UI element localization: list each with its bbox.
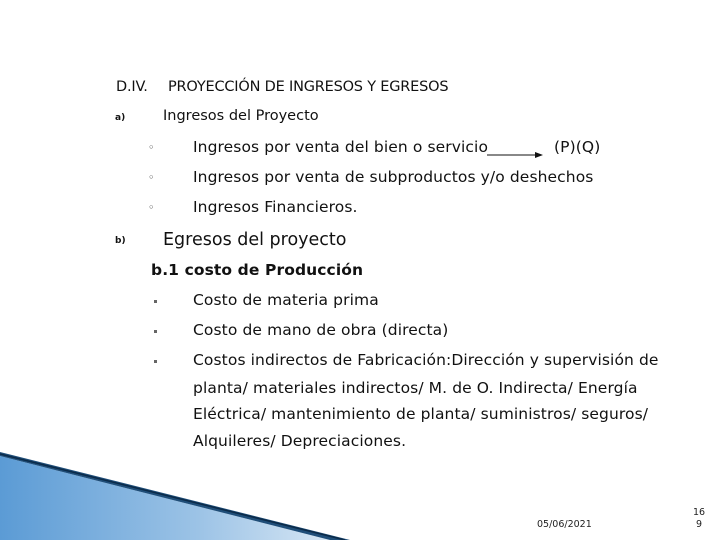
bullet-circle-1: ◦ xyxy=(148,141,155,154)
decorative-wedge xyxy=(0,450,720,540)
formula-pq: (P)(Q) xyxy=(554,138,601,156)
footer-date: 05/06/2021 xyxy=(537,519,592,530)
footer-page-number-bottom: 9 xyxy=(695,519,703,530)
income-item-1: Ingresos por venta del bien o servicio xyxy=(193,138,489,156)
slide-heading-title: PROYECCIÓN DE INGRESOS Y EGRESOS xyxy=(168,79,449,95)
section-a-title: Ingresos del Proyecto xyxy=(163,108,319,124)
cost-item-1: Costo de materia prima xyxy=(193,291,379,309)
subsection-b1-title: b.1 costo de Producción xyxy=(151,261,364,279)
cost-item-3-line-4: Alquileres/ Depreciaciones. xyxy=(193,432,407,450)
section-b-marker: b) xyxy=(115,236,126,246)
section-a-marker: a) xyxy=(115,113,126,123)
income-item-3: Ingresos Financieros. xyxy=(193,198,358,216)
footer-page-number-top: 16 xyxy=(692,507,706,518)
bullet-circle-2: ◦ xyxy=(148,171,155,184)
income-item-2: Ingresos por venta de subproductos y/o deshechos xyxy=(193,168,594,186)
slide-heading-number: D.IV. xyxy=(116,79,148,95)
bullet-circle-3: ◦ xyxy=(148,201,155,214)
bullet-square-2 xyxy=(154,330,157,333)
bullet-square-3 xyxy=(154,360,157,363)
cost-item-3-line-1: Costos indirectos de Fabricación:Dirección y supervisión de xyxy=(193,351,659,369)
cost-item-3-line-2: planta/ materiales indirectos/ M. de O. Indirecta/ Energía xyxy=(193,379,638,397)
bullet-square-1 xyxy=(154,300,157,303)
section-b-title: Egresos del proyecto xyxy=(163,230,347,250)
cost-item-3-line-3: Eléctrica/ mantenimiento de planta/ suministros/ seguros/ xyxy=(193,405,649,423)
arrow-right-icon xyxy=(487,148,547,160)
cost-item-2: Costo de mano de obra (directa) xyxy=(193,321,449,339)
